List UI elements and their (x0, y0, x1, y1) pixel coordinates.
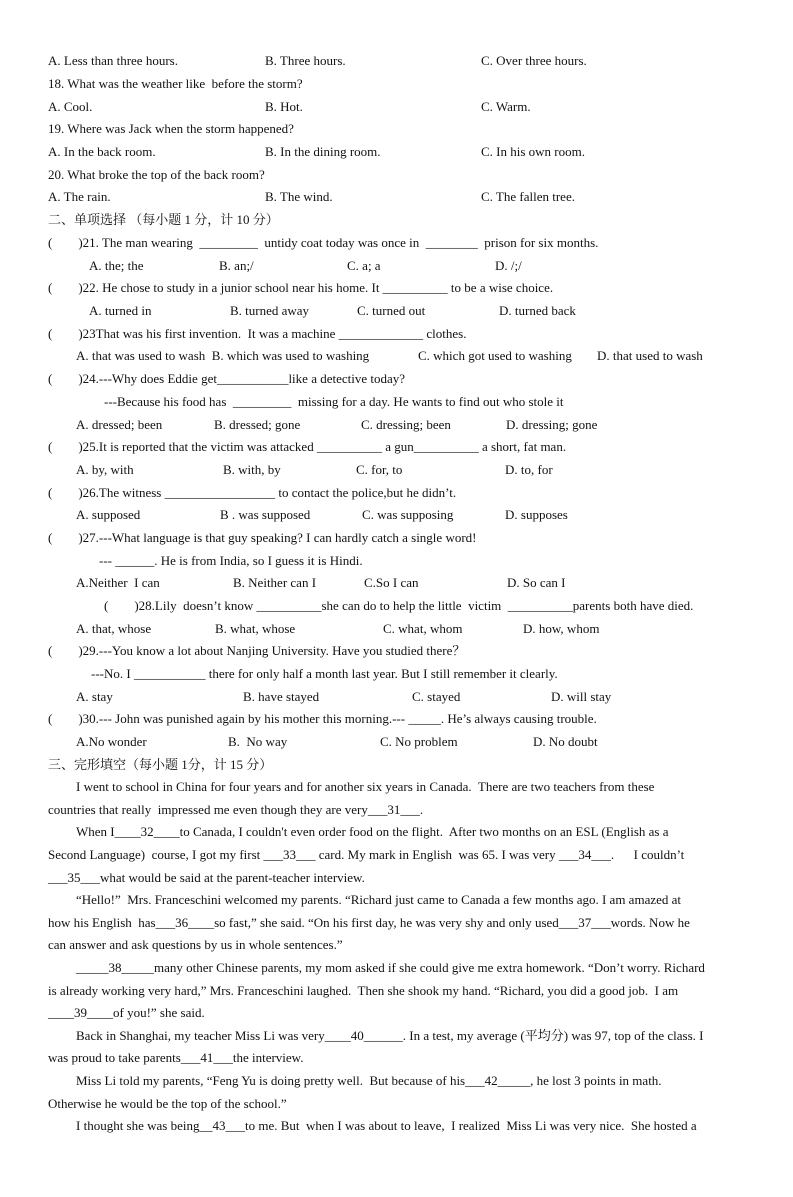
q17-option-a: A. Less than three hours. (48, 53, 178, 68)
passage-line: Miss Li told my parents, “Feng Yu is doing pretty well. But because of his___42_____, he lost 3 points in math. (76, 1073, 662, 1088)
q29-option-d: D. will stay (551, 689, 612, 704)
q18-option-b: B. Hot. (265, 99, 303, 114)
q26-option-b: B . was supposed (220, 507, 311, 522)
q29-option-c: C. stayed (412, 689, 461, 704)
q20-option-a: A. The rain. (48, 189, 111, 204)
q26-option-a: A. supposed (76, 507, 141, 522)
passage-line: ___35___what would be said at the parent-teacher interview. (48, 870, 365, 885)
q19-option-b: B. In the dining room. (265, 144, 381, 159)
section-3-heading: 三、完形填空（每小题 1分，计 15 分） (48, 757, 273, 772)
q18-option-c: C. Warm. (481, 99, 531, 114)
q23-option-c: C. which got used to washing (418, 348, 572, 363)
passage-line: _____38_____many other Chinese parents, my mom asked if she could give me extra homework. “Don’t worry. Richard (76, 960, 705, 975)
q25-stem: ( )25.It is reported that the victim was attacked __________ a gun__________ a short, fat man. (48, 439, 567, 454)
q24-option-a: A. dressed; been (76, 417, 163, 432)
q29-option-a: A. stay (76, 689, 113, 704)
q27-option-a: A.Neither I can (76, 575, 160, 590)
q21-option-c: C. a; a (347, 258, 381, 273)
q29-stem: ( )29.---You know a lot about Nanjing University. Have you studied there？ (48, 643, 466, 658)
q27-option-b: B. Neither can I (233, 575, 317, 590)
passage-line: “Hello!” Mrs. Franceschini welcomed my parents. “Richard just came to Canada a few months ago. I am amazed at (76, 892, 682, 907)
q19-stem: 19. Where was Jack when the storm happened? (48, 121, 294, 136)
q23-stem: ( )23That was his first invention. It was a machine _____________ clothes. (48, 326, 467, 341)
q21-option-a: A. the; the (89, 258, 144, 273)
q25-option-c: C. for, to (356, 462, 403, 477)
q26-option-d: D. supposes (505, 507, 568, 522)
q28-stem: ( )28.Lily doesn’t know __________she can do to help the little victim __________parents both have died. (104, 598, 694, 613)
q26-option-c: C. was supposing (362, 507, 454, 522)
q19-option-a: A. In the back room. (48, 144, 156, 159)
q20-option-c: C. The fallen tree. (481, 189, 575, 204)
q19-option-c: C. In his own room. (481, 144, 585, 159)
q21-option-b: B. an;/ (219, 258, 254, 273)
q23-option-d: D. that used to wash (597, 348, 703, 363)
q22-stem: ( )22. He chose to study in a junior school near his home. It __________ to be a wise choice. (48, 280, 554, 295)
q22-option-b: B. turned away (230, 303, 310, 318)
q23-options-ab: A. that was used to wash B. which was used to washing (76, 348, 370, 363)
q25-option-d: D. to, for (505, 462, 553, 477)
q20-stem: 20. What broke the top of the back room? (48, 167, 265, 182)
q24-option-c: C. dressing; been (361, 417, 451, 432)
passage-line: was proud to take parents___41___the interview. (48, 1050, 304, 1065)
q30-stem: ( )30.--- John was punished again by his mother this morning.--- _____. He’s always causing trouble. (48, 711, 597, 726)
section-2-heading: 二、单项选择 （每小题 1 分，计 10 分） (48, 212, 279, 227)
q30-option-a: A.No wonder (76, 734, 147, 749)
q24-option-d: D. dressing; gone (506, 417, 598, 432)
q30-option-c: C. No problem (380, 734, 458, 749)
passage-line: is already working very hard,” Mrs. Franceschini laughed. Then she shook my hand. “Richard, you did a good job. I am (48, 983, 679, 998)
q22-option-c: C. turned out (357, 303, 426, 318)
passage-line: When I____32____to Canada, I couldn't even order food on the flight. After two months on an ESL (English as a (76, 824, 669, 839)
q25-option-a: A. by, with (76, 462, 134, 477)
q30-option-b: B. No way (228, 734, 288, 749)
q18-option-a: A. Cool. (48, 99, 93, 114)
q27-option-d: D. So can I (507, 575, 566, 590)
q29-option-b: B. have stayed (243, 689, 320, 704)
q21-stem: ( )21. The man wearing _________ untidy coat today was once in ________ prison for six months. (48, 235, 599, 250)
passage-line: I went to school in China for four years and for another six years in Canada. There are two teachers from these (76, 779, 655, 794)
q25-option-b: B. with, by (223, 462, 281, 477)
q28-option-a: A. that, whose (76, 621, 152, 636)
passage-line: how his English has___36____so fast,” she said. “On his first day, he was very shy and only used___37___words. Now he (48, 915, 690, 930)
passage-line: Otherwise he would be the top of the school.” (48, 1096, 287, 1111)
q17-option-b: B. Three hours. (265, 53, 346, 68)
q24-stem: ( )24.---Why does Eddie get___________like a detective today? (48, 371, 406, 386)
q22-option-a: A. turned in (89, 303, 152, 318)
passage-line: ____39____of you!” she said. (48, 1005, 205, 1020)
q26-stem: ( )26.The witness _________________ to contact the police,but he didn’t. (48, 485, 457, 500)
q28-option-b: B. what, whose (215, 621, 296, 636)
q27-stem: ( )27.---What language is that guy speaking? I can hardly catch a single word! (48, 530, 477, 545)
q28-option-c: C. what, whom (383, 621, 463, 636)
passage-line: Back in Shanghai, my teacher Miss Li was very____40______. In a test, my average (平均分) was 97, top of the class. I (76, 1028, 704, 1043)
q17-option-c: C. Over three hours. (481, 53, 587, 68)
q30-option-d: D. No doubt (533, 734, 598, 749)
q18-stem: 18. What was the weather like before the storm? (48, 76, 303, 91)
q28-option-d: D. how, whom (523, 621, 600, 636)
q27-stem-reply: --- ______. He is from India, so I guess it is Hindi. (99, 553, 363, 568)
q24-stem-reply: ---Because his food has _________ missing for a day. He wants to find out who stole it (104, 394, 564, 409)
passage-line: can answer and ask questions by us in whole sentences.” (48, 937, 343, 952)
q29-stem-reply: ---No. I ___________ there for only half a month last year. But I still remember it clearly. (91, 666, 558, 681)
passage-line: countries that really impressed me even though they are very___31___. (48, 802, 424, 817)
q21-option-d: D. /;/ (495, 258, 522, 273)
q20-option-b: B. The wind. (265, 189, 333, 204)
q22-option-d: D. turned back (499, 303, 576, 318)
passage-line: Second Language) course, I got my first ___33___ card. My mark in English was 65. I was very ___34___. I couldn’t (48, 847, 685, 862)
passage-line: I thought she was being__43___to me. But when I was about to leave, I realized Miss Li was very nice. She hosted a (76, 1118, 697, 1133)
q27-option-c: C.So I can (364, 575, 419, 590)
q24-option-b: B. dressed; gone (214, 417, 301, 432)
